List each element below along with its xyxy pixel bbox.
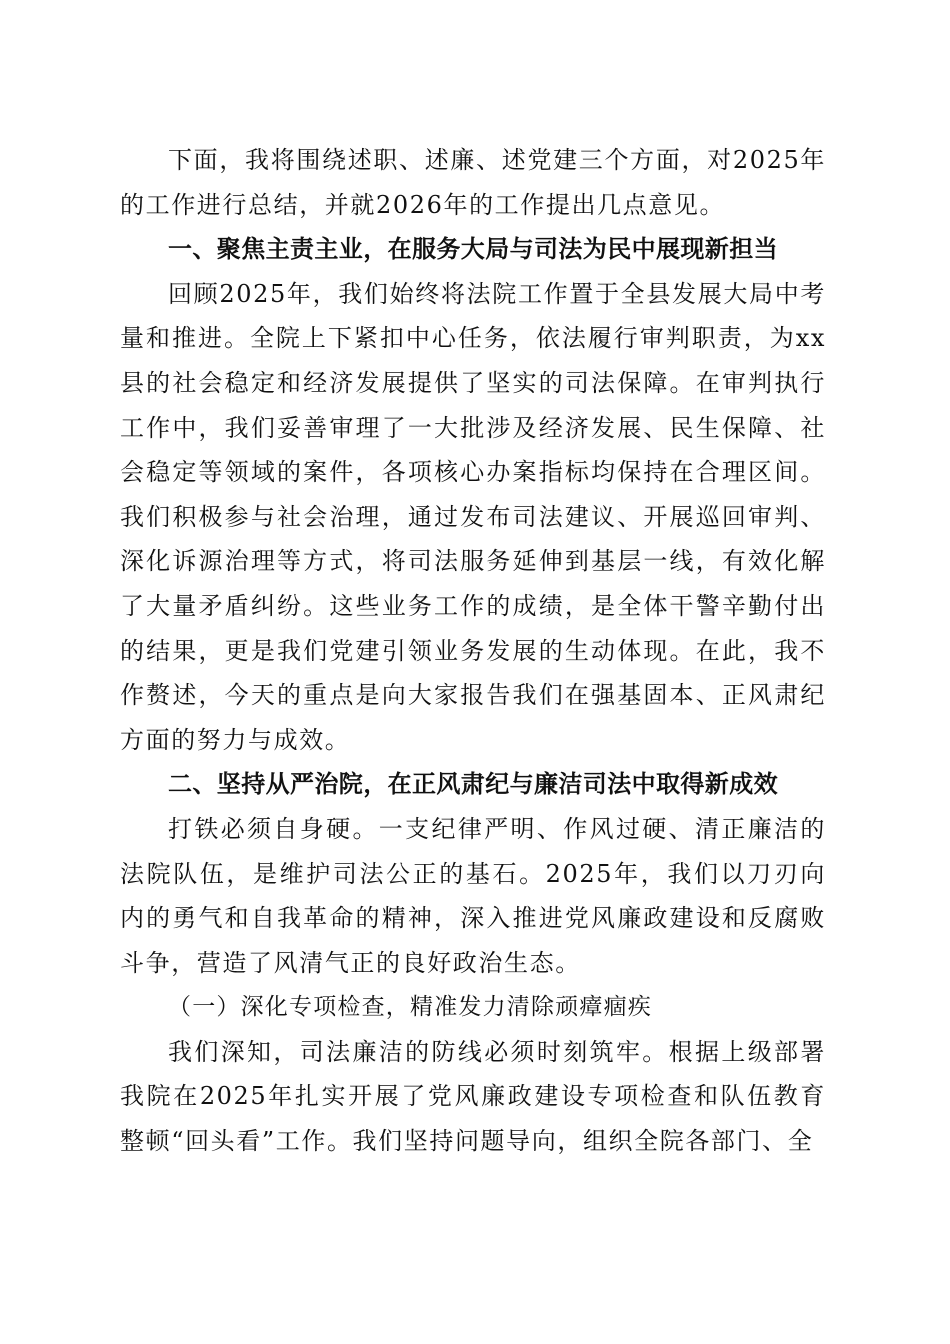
subsection-1-paragraph: 我们深知，司法廉洁的防线必须时刻筑牢。根据上级部署我院在2025年扎实开展了党风廉政建设专项检查和队伍教育整顿“回头看”工作。我们坚持问题导向，组织全院各部门、全 [120,1037,826,1156]
section-1-heading: 一、聚焦主责主业，在服务大局与司法为民中展现新担当 [168,235,778,264]
intro-paragraph: 下面，我将围绕述职、述廉、述党建三个方面，对2025年的工作进行总结，并就2026年的工作提出几点意见。 [120,146,826,219]
section-2-paragraph: 打铁必须自身硬。一支纪律严明、作风过硬、清正廉洁的法院队伍，是维护司法公正的基石。2025年，我们以刀刃向内的勇气和自我革命的精神，深入推进党风廉政建设和反腐败斗争，营造了风清气正的良好政治生态。 [120,814,826,977]
document-page [120,138,826,1164]
section-1-paragraph: 回顾2025年，我们始终将法院工作置于全县发展大局中考量和推进。全院上下紧扣中心任务，依法履行审判职责，为xx县的社会稳定和经济发展提供了坚实的司法保障。在审判执行工作中，我们妥善审理了一大批涉及经济发展、民生保障、社会稳定等领域的案件，各项核心办案指标均保持在合理区间。我们积极参与社会治理，通过发布司法建议、开展巡回审判、深化诉源治理等方式，将司法服务延伸到基层一线，有效化解了大量矛盾纠纷。这些业务工作的成绩，是全体干警辛勤付出的结果，更是我们党建引领业务发展的生动体现。在此，我不作赘述，今天的重点是向大家报告我们在强基固本、正风肃纪方面的努力与成效。 [120,279,826,754]
section-2-heading: 二、坚持从严治院，在正风肃纪与廉洁司法中取得新成效 [168,770,778,799]
subsection-1-heading: （一）深化专项检查，精准发力清除顽瘴痼疾 [168,994,652,1021]
